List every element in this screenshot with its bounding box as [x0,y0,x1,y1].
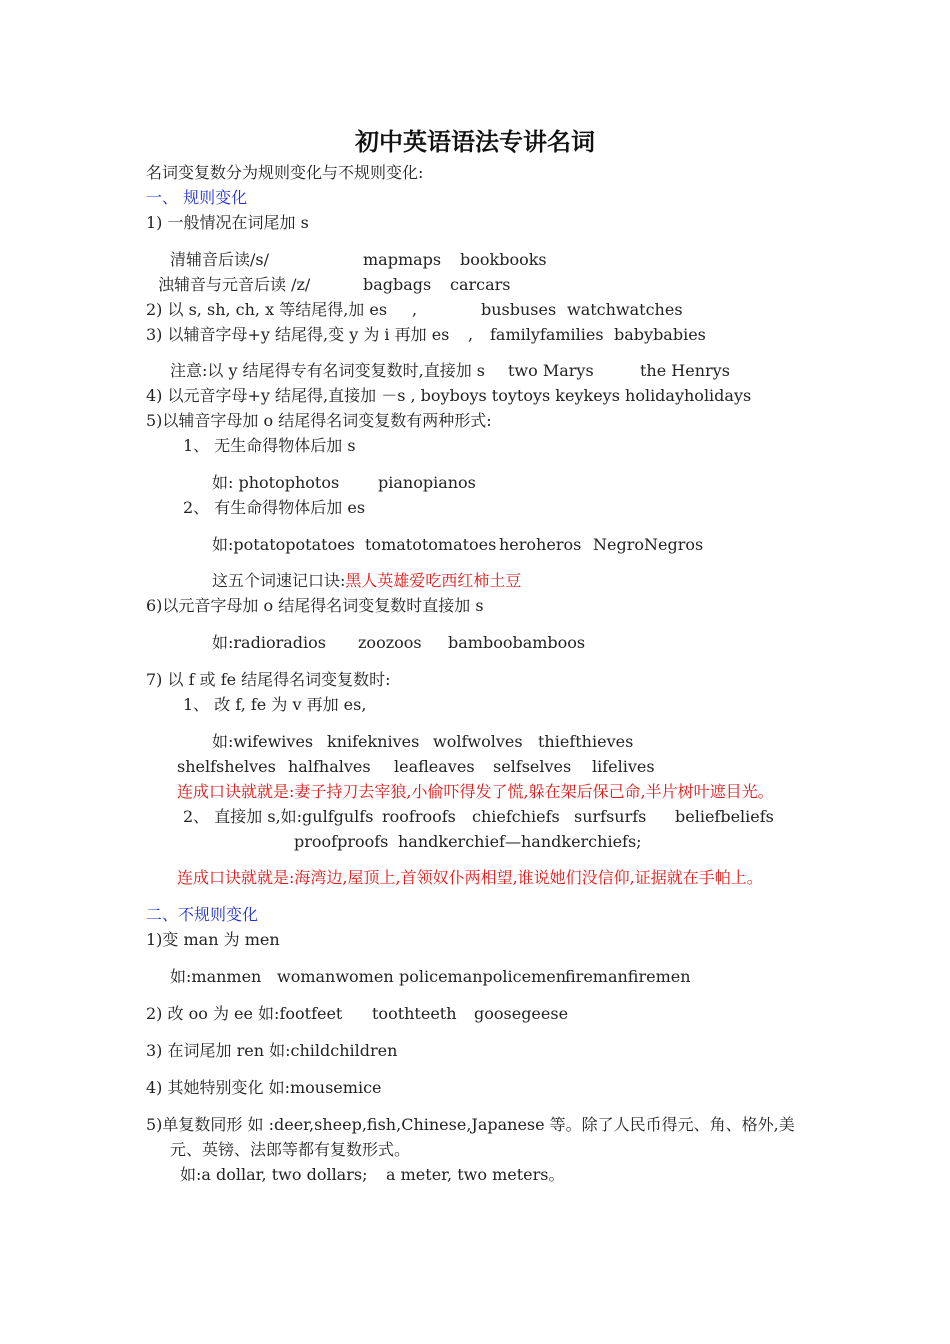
rule-7: 7) 以 f 或 fe 结尾得名词变复数时: [146,670,391,689]
irregular-rule-3: 3) 在词尾加 ren 如:childchildren [146,1041,398,1060]
example-word: lifelives [592,757,655,776]
section-heading-irregular: 二、不规则变化 [146,905,259,924]
example-word: chiefchiefs [472,807,560,826]
example-word: carcars [450,275,511,294]
rule-1: 1) 一般情况在词尾加 s [146,213,309,232]
example-word: bamboobamboos [448,633,586,652]
example-word: surfsurfs [574,807,647,826]
mnemonic-prefix: 这五个词速记口诀: [212,571,346,590]
example-word: wolfwolves [433,732,523,751]
example-word: mapmaps [363,250,442,269]
example-word: shelfshelves [177,757,276,776]
example-word: knifeknives [327,732,420,751]
separator-comma: , [412,300,418,319]
example-word: goosegeese [474,1004,569,1023]
irregular-rule-1-example: 如:manmen [170,967,262,986]
example-word: proofproofs [294,832,389,851]
rule-5: 5)以辅音字母加 o 结尾得名词变复数有两种形式: [146,411,492,430]
example-word: leafleaves [394,757,475,776]
example-word: watchwatches [567,300,683,319]
rule-7-sub-1-example: 如:wifewives [212,732,314,751]
example-word: a meter, two meters。 [386,1165,565,1184]
example-word: bagbags [363,275,432,294]
example-word: babybabies [614,325,706,344]
rule-5-mnemonic [212,571,521,591]
rule-5-sub-2-example: 如:potatopotatoes [212,535,355,554]
example-word: the Henrys [640,361,730,380]
rule-5-sub-1: 1、 无生命得物体后加 s [183,436,356,455]
example-word: thiefthieves [538,732,634,751]
example-word: two Marys [508,361,594,380]
rule-2: 2) 以 s, sh, ch, x 等结尾得,加 es [146,300,388,319]
irregular-rule-4: 4) 其她特别变化 如:mousemice [146,1078,382,1097]
example-word: NegroNegros [593,535,704,554]
rule-3-note: 注意:以 y 结尾得专有名词变复数时,直接加 s [170,361,485,380]
rule-6-example: 如:radioradios [212,633,326,652]
irregular-rule-5-example: 如:a dollar, two dollars; [180,1165,368,1184]
rule-1a-label: 清辅音后读/s/ [170,250,269,269]
example-word: roofroofs [382,807,456,826]
example-word: handkerchief—handkerchiefs; [398,832,642,851]
example-word: familyfamilies [490,325,604,344]
rule-1b-label: 浊辅音与元音后读 /z/ [158,275,311,294]
rule-7-sub-2-mnemonic: 连成口诀就就是:海湾边,屋顶上,首领奴仆两相望,谁说她们没信仰,证据就在手帕上。 [177,868,763,887]
example-word: beliefbeliefs [675,807,774,826]
example-word: heroheros [499,535,582,554]
irregular-rule-5: 5)单复数同形 如 :deer,sheep,fish,Chinese,Japanese 等。除了人民币得元、角、格外,美 [146,1115,795,1134]
example-word: zoozoos [358,633,422,652]
rule-5-sub-1-example: 如: photophotos [212,473,340,492]
separator-comma: , [468,325,474,344]
example-word: womanwomen [277,967,394,986]
section-heading-regular: 一、 规则变化 [146,188,248,207]
irregular-rule-5-cont: 元、英镑、法郎等都有复数形式。 [170,1140,411,1159]
example-word: tomatotomatoes [365,535,497,554]
rule-5-sub-2: 2、 有生命得物体后加 es [183,498,366,517]
rule-7-sub-2: 2、 直接加 s,如:gulfgulfs [183,807,374,826]
irregular-rule-1: 1)变 man 为 men [146,930,280,949]
rule-3: 3) 以辅音字母+y 结尾得,变 y 为 i 再加 es [146,325,450,344]
irregular-rule-2: 2) 改 oo 为 ee 如:footfeet [146,1004,343,1023]
example-word: busbuses [481,300,557,319]
example-word: bookbooks [460,250,547,269]
example-word: halfhalves [288,757,371,776]
intro-text: 名词变复数分为规则变化与不规则变化: [146,163,424,182]
page-title: 初中英语语法专讲名词 [355,127,595,156]
example-word: selfselves [493,757,572,776]
mnemonic-text: 黑人英雄爱吃西红柿土豆 [345,571,522,590]
rule-6: 6)以元音字母加 o 结尾得名词变复数时直接加 s [146,596,484,615]
example-word: toothteeth [372,1004,457,1023]
example-word: policemanpolicemen [399,967,567,986]
example-word: firemanfiremen [565,967,691,986]
rule-7-sub-1: 1、 改 f, fe 为 v 再加 es, [183,695,367,714]
rule-7-sub-1-mnemonic: 连成口诀就就是:妻子持刀去宰狼,小偷吓得发了慌,躲在架后保己命,半片树叶遮目光。 [177,782,774,801]
rule-4: 4) 以元音字母+y 结尾得,直接加 －s , boyboys toytoys keykeys holidayholidays [146,386,752,405]
example-word: pianopianos [378,473,476,492]
